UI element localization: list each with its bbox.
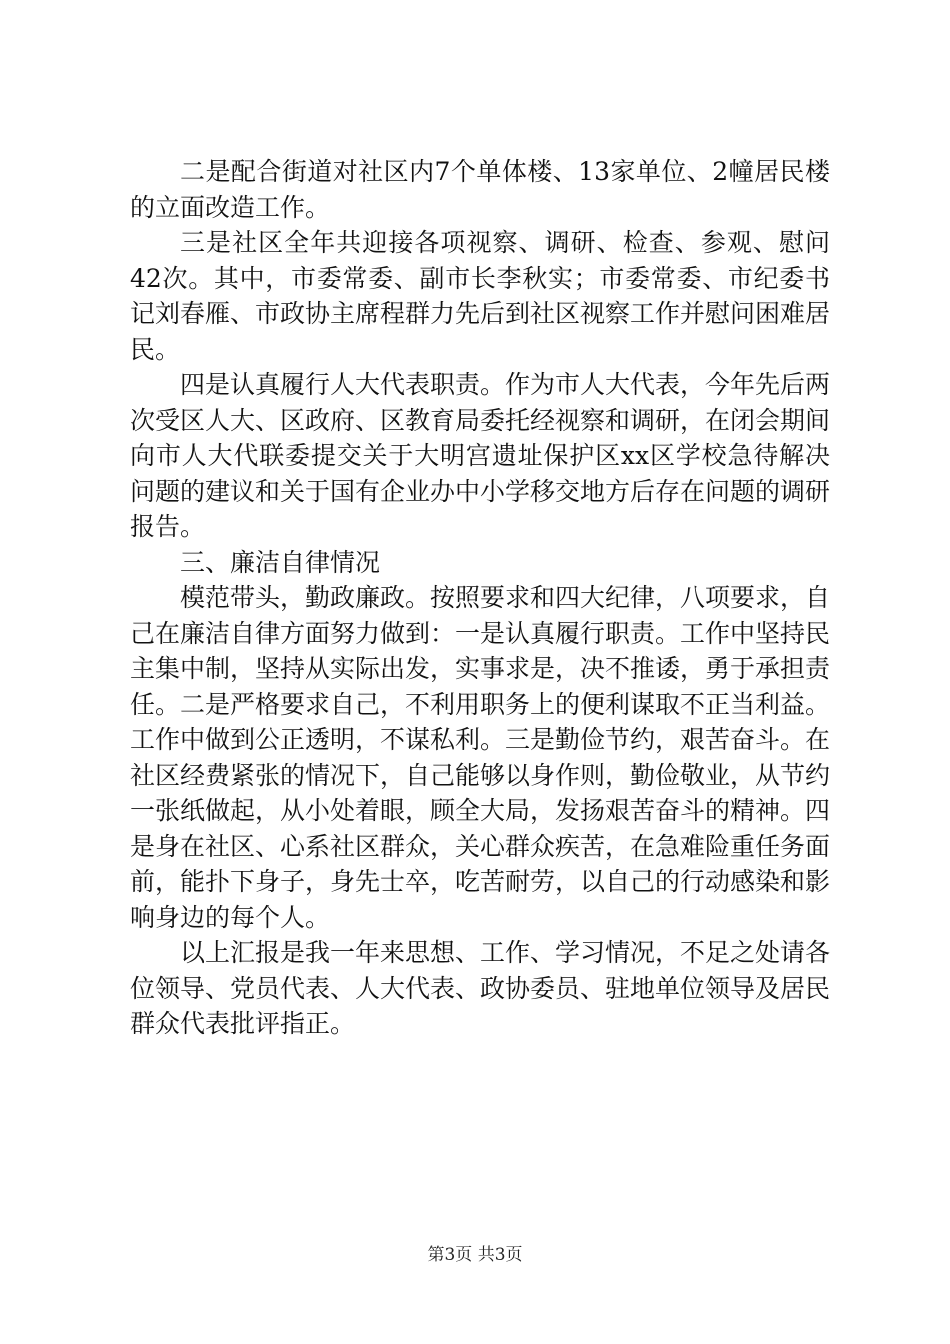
paragraph-deputy-duties: 四是认真履行人大代表职责。作为市人大代表，今年先后两次受区人大、区政府、区教育局委托经视察和调研，在闭会期间向市人大代联委提交关于大明宫遗址保护区xx区学校急待解决问题的建议和关于国有企业办中小学移交地方后存在问题的调研报告。 (130, 370, 831, 541)
page-number-label: 第3页 共3页 (427, 1245, 523, 1265)
paragraph-closing: 以上汇报是我一年来思想、工作、学习情况，不足之处请各位领导、党员代表、人大代表、政协委员、驻地单位领导及居民群众代表批评指正。 (130, 938, 831, 1038)
paragraph-renovation: 二是配合街道对社区内7个单体楼、13家单位、2幢居民楼的立面改造工作。 (130, 157, 830, 222)
paragraph-inspections: 三是社区全年共迎接各项视察、调研、检查、参观、慰问42次。其中，市委常委、副市长李秋实；市委常委、市纪委书记刘春雁、市政协主席程群力先后到社区视察工作并慰问困难居民。 (130, 228, 831, 364)
section-heading: 三、廉洁自律情况 (180, 547, 381, 577)
document-body (130, 154, 830, 1042)
paragraph-integrity: 模范带头，勤政廉政。按照要求和四大纪律，八项要求，自己在廉洁自律方面努力做到：一是认真履行职责。工作中坚持民主集中制，坚持从实际出发，实事求是，决不推诿，勇于承担责任。二是严格要求自己，不利用职务上的便利谋取不正当利益。工作中做到公正透明，不谋私利。三是勤俭节约，艰苦奋斗。在社区经费紧张的情况下，自己能够以身作则，勤俭敬业，从节约一张纸做起，从小处着眼，顾全大局，发扬艰苦奋斗的精神。四是身在社区、心系社区群众，关心群众疾苦，在急难险重任务面前，能扑下身子，身先士卒，吃苦耐劳，以自己的行动感染和影响身边的每个人。 (130, 583, 831, 932)
page-footer (0, 1243, 950, 1267)
